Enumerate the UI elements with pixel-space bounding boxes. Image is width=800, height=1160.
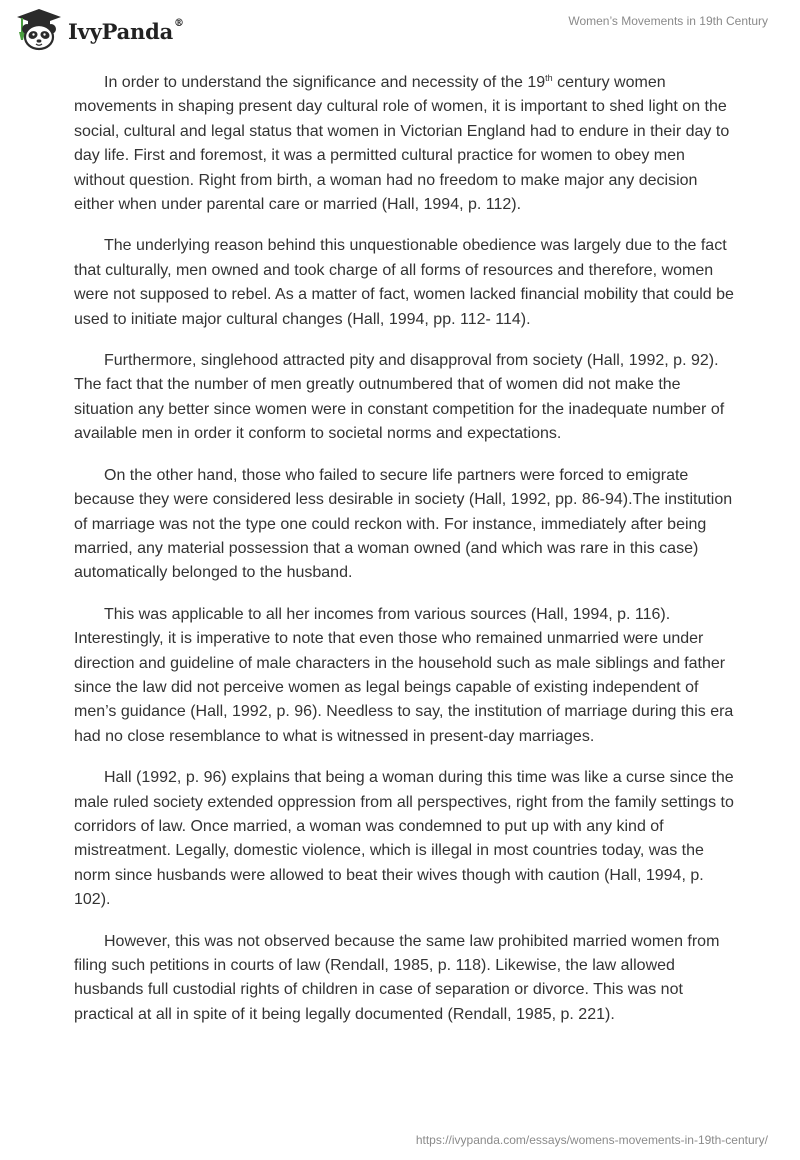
page-header [0, 0, 800, 60]
paragraph-5: This was applicable to all her incomes from various sources (Hall, 1994, p. 116). Interestingly, it is imperative to note that even those who remained unmarried were under direction and guideline of male characters in the household such as male siblings and father since the law did not perceive women as legal beings capable of existing independent of men’s guidance (Hall, 1992, p. 96). Needless to say, the institution of marriage during this era had no close resemblance to what is witnessed in present-day marriages. [74, 605, 734, 745]
document-title: Women’s Movements in 19th Century [568, 14, 768, 28]
paragraph-7: However, this was not observed because the same law prohibited married women from filing such petitions in courts of law (Rendall, 1985, p. 118). Likewise, the law allowed husbands full custodial rights of children in case of separation or divorce. This was not practical at all in spite of it being legally documented (Rendall, 1985, p. 221). [74, 932, 720, 1023]
source-url[interactable]: https://ivypanda.com/essays/womens-movements-in-19th-century/ [415, 1133, 768, 1147]
brand-registered-mark: ® [174, 17, 184, 29]
ordinal-suffix: th [545, 73, 553, 83]
paragraph-1 [74, 71, 734, 217]
paragraph-6: Hall (1992, p. 96) explains that being a woman during this time was like a curse since the male ruled society extended oppression from all perspectives, right from the family settings to corridors of law. Once married, a woman was condemned to put up with any kind of mistreatment. Legally, domestic violence, which is illegal in most countries today, was the norm since husbands were allowed to beat their wives though with caution (Hall, 1994, p. 102). [74, 769, 734, 909]
panda-graduation-cap-icon [14, 8, 64, 52]
paragraph-3: Furthermore, singlehood attracted pity and disapproval from society (Hall, 1992, p. 92). The fact that the number of men greatly outnumbered that of women did not make the situation any better since women were in constant competition for the inadequate number of available men in order it conform to societal norms and expectations. [74, 352, 725, 443]
brand-logo[interactable] [14, 8, 184, 52]
brand-name-text: IvyPanda [68, 18, 174, 44]
paragraph-4: On the other hand, those who failed to secure life partners were forced to emigrate because they were considered less desirable in society (Hall, 1992, pp. 86-94).The institution of marriage was not the type one could reckon with. For instance, immediately after being married, any material possession that a woman owned (and which was rare in this case) automatically belonged to the husband. [74, 466, 733, 582]
paragraph-1-text-end: century women movements in shaping present day cultural role of women, it is important to shed light on the social, cultural and legal status that women in Victorian England had to endure in their day to day life. First and foremost, it was a permitted cultural practice for women to obey men without question. Right from birth, a woman had no freedom to make major any decision either when under parental care or married (Hall, 1994, p. 112). [74, 74, 730, 214]
article-body [74, 71, 734, 1044]
brand-name [68, 19, 184, 44]
paragraph-2: The underlying reason behind this unquestionable obedience was largely due to the fact that culturally, men owned and took charge of all forms of resources and therefore, women were not supposed to rebel. As a matter of fact, women lacked financial mobility that could be used to initiate major cultural changes (Hall, 1994, pp. 112- 114). [74, 237, 734, 328]
paragraph-1-text-start: In order to understand the significance and necessity of the 19 [104, 74, 546, 91]
